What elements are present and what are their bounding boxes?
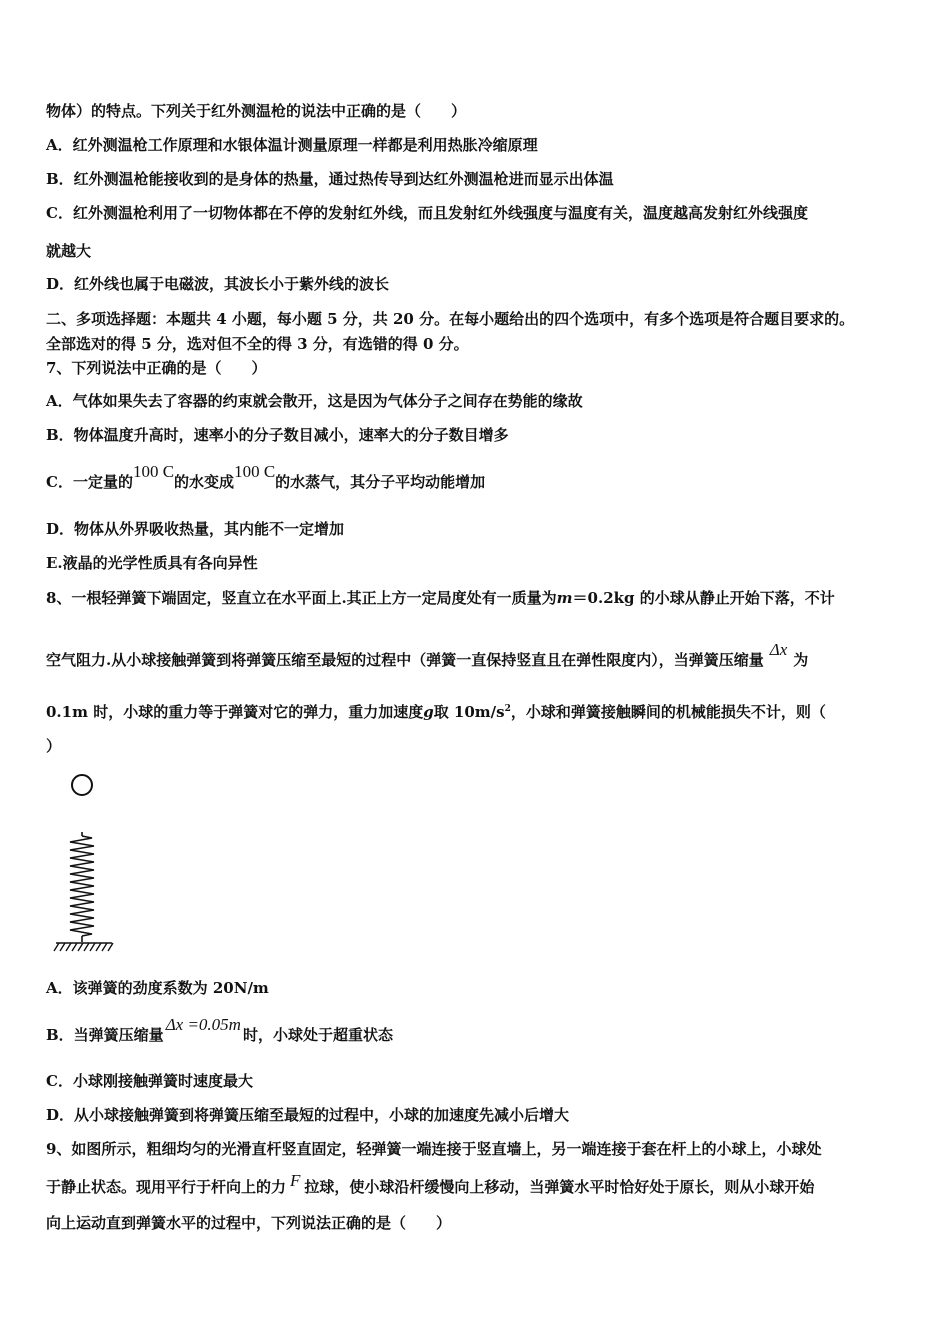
delta-x-value-formula: Δx =0.05m xyxy=(165,1015,241,1034)
gravity-symbol: g xyxy=(423,703,434,721)
q8-stem3-pre: 0.1m 时，小球的重力等于弹簧对它的弹力，重力加速度 xyxy=(46,703,424,721)
q6-stem-tail: 物体）的特点。下列关于红外测温枪的说法中正确的是（ ） xyxy=(46,102,467,120)
q8-stem1-pre: 8、一根轻弹簧下端固定，竖直立在水平面上.其正上方一定局度处有一质量为 xyxy=(46,589,557,607)
ground-hatch-icon xyxy=(54,943,113,951)
q6-option-c-line1: C．红外测温枪利用了一切物体都在不停的发射红外线，而且发射红外线强度与温度有关，温度越高发射红外线强度 xyxy=(46,204,808,222)
q8-stem3-post: ，小球和弹簧接触瞬间的机械能损失不计，则（ xyxy=(510,703,826,721)
q8-option-b-pre: B．当弹簧压缩量 xyxy=(46,1026,164,1044)
q8-option-d: D．从小球接触弹簧到将弹簧压缩至最短的过程中，小球的加速度先减小后增大 xyxy=(46,1106,570,1124)
q8-option-b-post: 时，小球处于超重状态 xyxy=(242,1026,393,1044)
q8-stem-line4: ） xyxy=(46,737,62,755)
q8-stem-line3 xyxy=(46,698,910,723)
q8-option-c: C．小球刚接触弹簧时速度最大 xyxy=(46,1072,253,1090)
q9-stem2-post: 拉球，使小球沿杆缓慢向上移动，当弹簧水平时恰好处于原长，则从小球开始 xyxy=(304,1178,815,1196)
q8-stem-line1 xyxy=(46,587,910,609)
q8-stem2-post: 为 xyxy=(793,651,809,669)
q6-option-d: D．红外线也属于电磁波，其波长小于紫外线的波长 xyxy=(46,275,390,293)
q9-stem-line1: 9、如图所示，粗细均匀的光滑直杆竖直固定，轻弹簧一端连接于竖直墙上，另一端连接于套在杆上的小球上，小球处 xyxy=(46,1140,822,1158)
q7-option-c xyxy=(46,462,910,493)
q7-option-c-mid: 的水变成 xyxy=(174,473,235,491)
exponent: 2 xyxy=(504,704,511,714)
q6-option-a: A．红外测温枪工作原理和水银体温计测量原理一样都是利用热胀冷缩原理 xyxy=(46,136,538,154)
q7-option-c-post: 的水蒸气，其分子平均动能增加 xyxy=(275,473,486,491)
q6-option-b: B．红外测温枪能接收到的是身体的热量，通过热传导到达红外测温枪进而显示出体温 xyxy=(46,170,614,188)
section2-instructions-line2: 全部选对的得 5 分，选对但不全的得 3 分，有选错的得 0 分。 xyxy=(46,335,469,353)
q6-option-c-line2: 就越大 xyxy=(46,242,92,260)
temperature-formula-1: 100 C xyxy=(132,462,175,481)
ball-icon xyxy=(72,775,92,795)
q8-stem1-post: ＝0.2kg 的小球从静止开始下落，不计 xyxy=(572,589,835,607)
q9-stem-line2 xyxy=(46,1171,910,1198)
q7-option-d: D．物体从外界吸收热量，其内能不一定增加 xyxy=(46,520,345,538)
delta-x-formula: Δx xyxy=(769,640,788,659)
q7-option-a: A．气体如果失去了容器的约束就会散开，这是因为气体分子之间存在势能的缘故 xyxy=(46,392,583,410)
temperature-formula-2: 100 C xyxy=(234,462,276,481)
mass-symbol: m xyxy=(556,589,573,607)
q7-option-c-pre: C．一定量的 xyxy=(46,473,133,491)
spring-icon xyxy=(70,832,94,942)
spring-ball-figure xyxy=(50,770,130,960)
q8-option-b xyxy=(46,1015,910,1046)
q7-option-e: E.液晶的光学性质具有各向异性 xyxy=(46,554,258,572)
q8-option-a: A．该弹簧的劲度系数为 20N/m xyxy=(46,979,269,997)
force-symbol: F xyxy=(290,1171,301,1190)
q8-stem-line2 xyxy=(46,640,910,671)
q9-stem-line3: 向上运动直到弹簧水平的过程中，下列说法正确的是（ ） xyxy=(46,1214,452,1232)
q9-stem2-pre: 于静止状态。现用平行于杆向上的力 xyxy=(46,1178,287,1196)
q8-stem2-pre: 空气阻力.从小球接触弹簧到将弹簧压缩至最短的过程中（弹簧一直保持竖直且在弹性限度内），当弹簧压缩量 xyxy=(46,651,764,669)
q8-stem3-mid: 取 10m/s xyxy=(433,703,505,721)
q7-option-b: B．物体温度升高时，速率小的分子数目减小，速率大的分子数目增多 xyxy=(46,426,509,444)
q7-stem: 7、下列说法中正确的是（ ） xyxy=(46,359,267,377)
section2-instructions-line1: 二、多项选择题：本题共 4 小题，每小题 5 分，共 20 分。在每小题给出的四个选项中，有多个选项是符合题目要求的。 xyxy=(46,310,855,328)
